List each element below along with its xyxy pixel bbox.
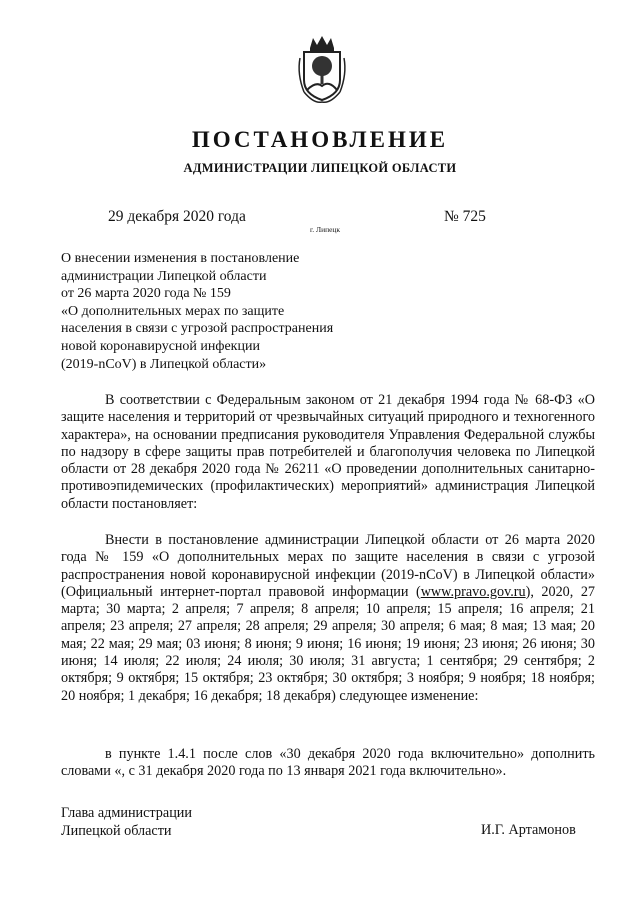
document-number: № 725 xyxy=(444,208,486,225)
resolution-paragraph xyxy=(61,532,595,705)
resolution-text-start: Внести в постановление администрации Липецкой области от 26 марта 2020 года № 159 «О дополнительных мерах по защите населения в связи с угрозой распространения новой коронавирусной инфекции (2019-nCoV) в Липецкой области» (Официальный интернет-портал правовой информации ( xyxy=(61,532,595,600)
subject-line: О внесении изменения в постановление xyxy=(61,251,300,266)
subject-line: от 26 марта 2020 года № 159 xyxy=(61,286,231,302)
document-subject xyxy=(61,250,333,373)
document-subtitle: АДМИНИСТРАЦИИ ЛИПЕЦКОЙ ОБЛАСТИ xyxy=(183,161,457,175)
position-line: Липецкой области xyxy=(61,823,172,839)
preamble-paragraph xyxy=(61,392,595,513)
document-city: г. Липецк xyxy=(310,225,341,234)
resolution-text-end: ), 2020, 27 марта; 30 марта; 2 апреля; 7 апреля; 8 апреля; 10 апреля; 15 апреля; 16 апреля; 21 апреля; 23 апреля; 27 апреля; 28 апреля; 29 апреля; 30 апреля; 6 мая; 8 мая; 13 мая; 20 мая; 22 мая; 29 мая; 03 июня; 8 июня; 9 июня; 16 июня; 19 июня; 23 июня; 26 июня; 30 июня; 14 июля; 22 июля; 24 июля; 30 июля; 31 августа; 1 сентября; 29 сентября; 2 октября; 9 октября; 15 октября; 23 октября; 30 октября; 3 ноября; 9 ноября; 18 ноября; 20 ноября; 1 декабря; 16 декабря; 18 декабря) следующее изменение: xyxy=(61,583,596,704)
pravo-gov-link[interactable]: www.pravo.gov.ru xyxy=(420,583,526,600)
signatory-position xyxy=(61,804,192,840)
preamble-text: В соответствии с Федеральным законом от 21 декабря 1994 года № 68-ФЗ «О защите населения и территорий от чрезвычайных ситуаций природного и техногенного характера», на основании предписания руководителя Управления Федеральной службы по надзору в сфере защиты прав потребителей и благополучия человека по Липецкой области от 28 декабря 2020 года № 26211 «О проведении дополнительных санитарно-противоэпидемических (профилактических) мероприятий» администрация Липецкой области постановляет: xyxy=(61,392,595,512)
subject-line: «О дополнительных мерах по защите xyxy=(61,303,285,319)
subject-line: населения в связи с угрозой распространения xyxy=(61,321,334,337)
document-date: 29 декабря 2020 года xyxy=(108,208,246,225)
subject-line: (2019-nCoV) в Липецкой области» xyxy=(61,356,267,372)
subject-line: новой коронавирусной инфекции xyxy=(61,338,260,354)
amendment-paragraph xyxy=(61,746,595,781)
subject-line: администрации Липецкой области xyxy=(61,268,267,284)
coat-of-arms-icon xyxy=(296,34,348,104)
document-title: ПОСТАНОВЛЕНИЕ xyxy=(191,127,449,152)
amendment-text: в пункте 1.4.1 после слов «30 декабря 2020 года включительно» дополнить словами «, с 31 декабря 2020 года по 13 января 2021 года включительно». xyxy=(61,746,595,780)
signatory-name: И.Г. Артамонов xyxy=(481,822,576,838)
position-line: Глава администрации xyxy=(61,805,192,821)
